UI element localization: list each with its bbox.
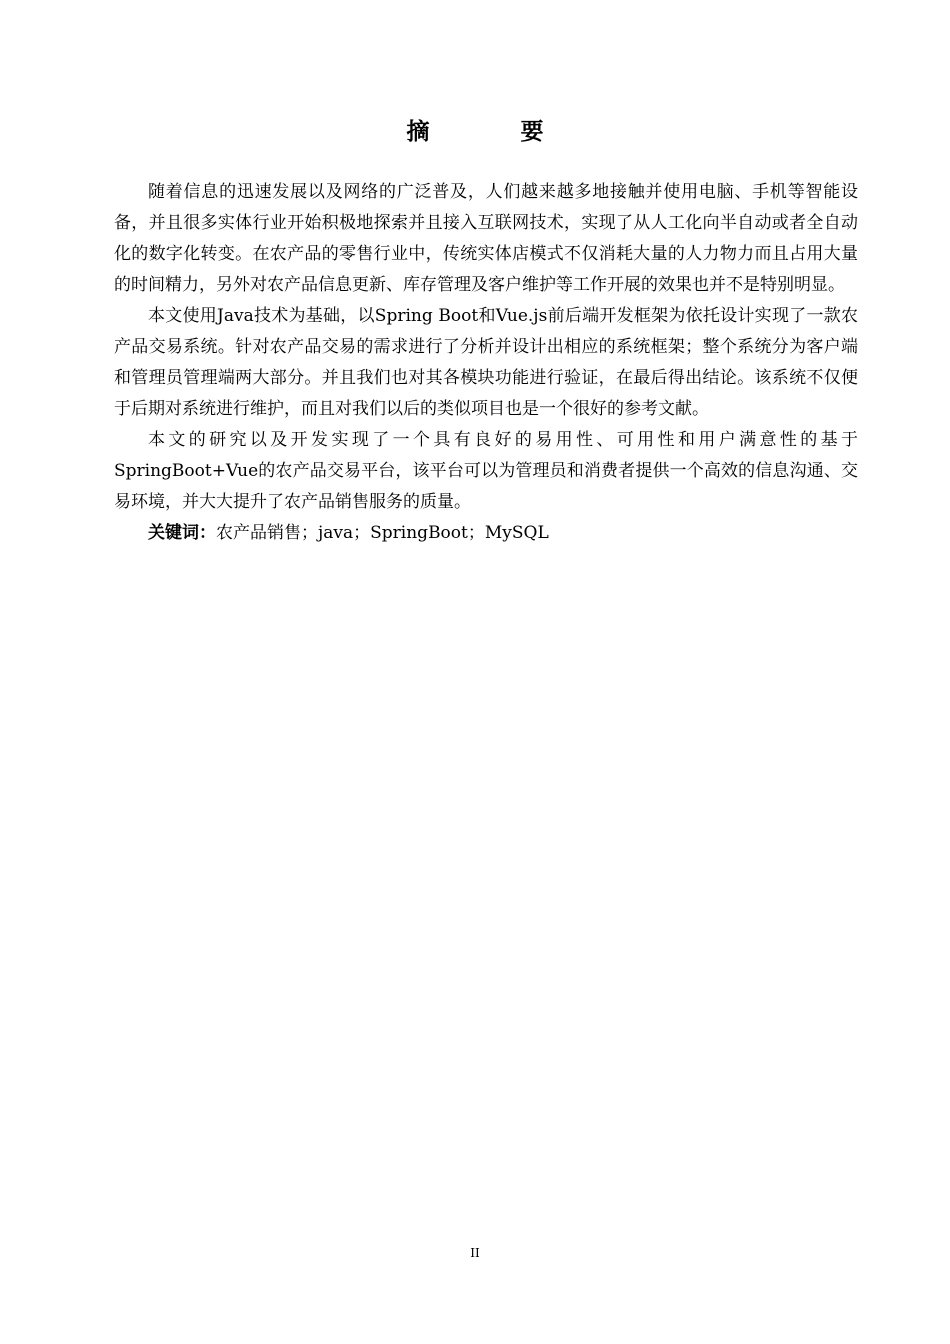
page-number: II	[470, 1246, 480, 1260]
abstract-body	[114, 177, 858, 549]
keywords-label: 关键词：	[148, 523, 216, 543]
keywords-line	[114, 518, 858, 549]
abstract-paragraph-3: 本文的研究以及开发实现了一个具有良好的易用性、可用性和用户满意性的基于SpringBoot+Vue的农产品交易平台，该平台可以为管理员和消费者提供一个高效的信息沟通、交易环境，并大大提升了农产品销售服务的质量。	[114, 430, 858, 512]
keywords-text: 农产品销售；java；SpringBoot；MySQL	[216, 523, 549, 543]
abstract-title: 摘 要	[406, 119, 578, 145]
abstract-paragraph-1: 随着信息的迅速发展以及网络的广泛普及，人们越来越多地接触并使用电脑、手机等智能设备，并且很多实体行业开始积极地探索并且接入互联网技术，实现了从人工化向半自动或者全自动化的数字化转变。在农产品的零售行业中，传统实体店模式不仅消耗大量的人力物力而且占用大量的时间精力，另外对农产品信息更新、库存管理及客户维护等工作开展的效果也并不是特别明显。	[114, 182, 858, 295]
abstract-paragraph-2: 本文使用Java技术为基础，以Spring Boot和Vue.js前后端开发框架为依托设计实现了一款农产品交易系统。针对农产品交易的需求进行了分析并设计出相应的系统框架；整个系统分为客户端和管理员管理端两大部分。并且我们也对其各模块功能进行验证，在最后得出结论。该系统不仅便于后期对系统进行维护，而且对我们以后的类似项目也是一个很好的参考文献。	[114, 306, 858, 419]
